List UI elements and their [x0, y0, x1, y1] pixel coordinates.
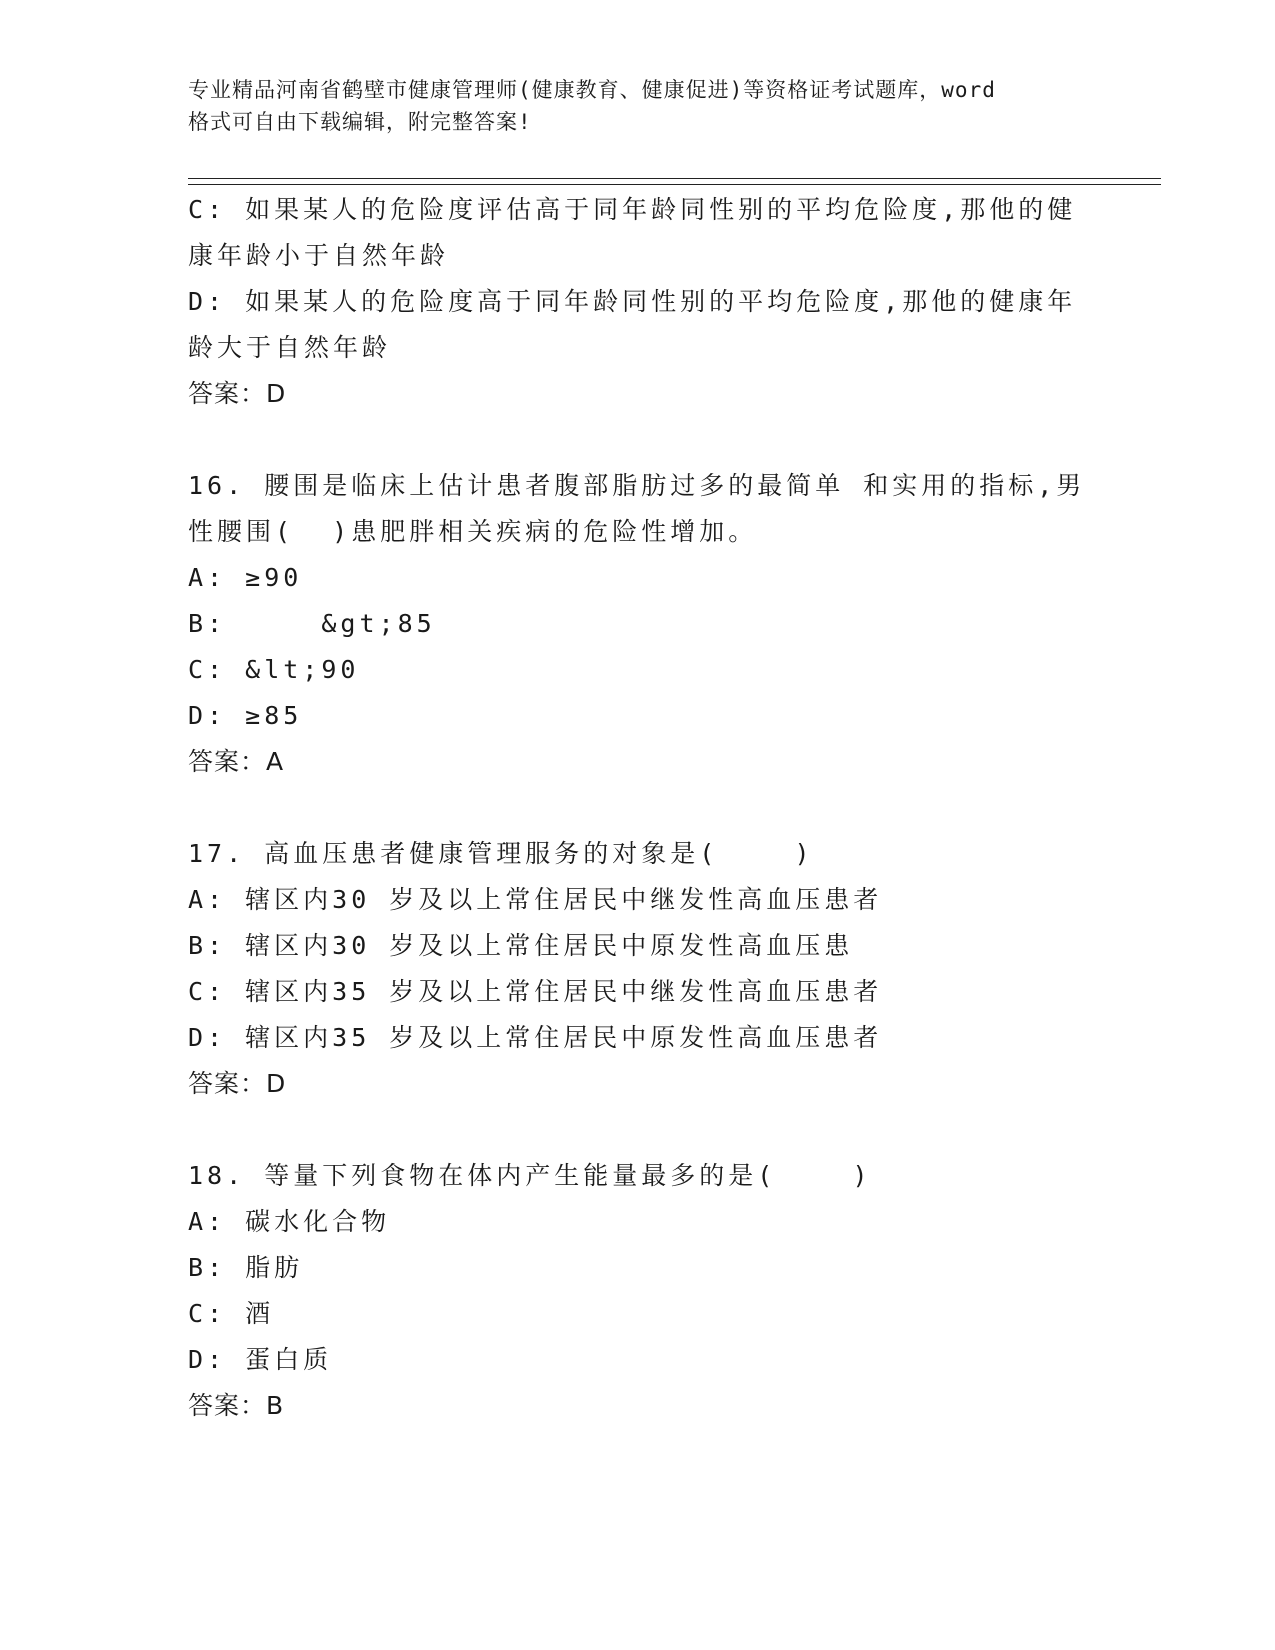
q15-option-d-line1: D: 如果某人的危险度高于同年龄同性别的平均危险度,那他的健康年 — [188, 287, 1077, 316]
header-divider-bottom — [188, 184, 1161, 185]
q15-answer: 答案：D — [188, 379, 287, 408]
q18-option-b: B: 脂肪 — [188, 1253, 304, 1282]
spacer — [188, 417, 1088, 463]
header-line-2: 格式可自由下载编辑，附完整答案! — [188, 110, 532, 134]
q15-option-c-line2: 康年龄小于自然年龄 — [188, 241, 450, 270]
q16-answer: 答案：A — [188, 747, 285, 776]
q18-answer: 答案：B — [188, 1391, 285, 1420]
q16-option-c: C: &lt;90 — [188, 655, 360, 684]
document-header — [188, 74, 1088, 138]
question-17 — [188, 831, 1088, 1107]
q17-option-b: B: 辖区内30 岁及以上常住居民中原发性高血压患 — [188, 931, 854, 960]
q16-option-a: A: ≥90 — [188, 563, 303, 592]
q17-answer: 答案：D — [188, 1069, 287, 1098]
q18-stem: 18. 等量下列食物在体内产生能量最多的是( ) — [188, 1161, 872, 1190]
spacer — [188, 1107, 1088, 1153]
q16-stem-line2: 性腰围( )患肥胖相关疾病的危险性增加。 — [188, 517, 758, 546]
question-16 — [188, 463, 1088, 785]
header-divider-top — [188, 178, 1161, 179]
q16-stem-line1: 16. 腰围是临床上估计患者腹部脂肪过多的最简单 和实用的指标,男 — [188, 471, 1086, 500]
q15-option-c-line1: C: 如果某人的危险度评估高于同年龄同性别的平均危险度,那他的健 — [188, 195, 1077, 224]
q16-option-b: B: &gt;85 — [188, 609, 436, 638]
question-18 — [188, 1153, 1088, 1429]
question-15 — [188, 187, 1088, 417]
q18-option-d: D: 蛋白质 — [188, 1345, 333, 1374]
question-content — [188, 187, 1088, 1429]
q17-option-d: D: 辖区内35 岁及以上常住居民中原发性高血压患者 — [188, 1023, 883, 1052]
q18-option-a: A: 碳水化合物 — [188, 1207, 391, 1236]
header-line-1: 专业精品河南省鹤壁市健康管理师(健康教育、健康促进)等资格证考试题库，word — [188, 78, 996, 102]
q16-option-d: D: ≥85 — [188, 701, 303, 730]
q17-option-c: C: 辖区内35 岁及以上常住居民中继发性高血压患者 — [188, 977, 883, 1006]
q15-option-d-line2: 龄大于自然年龄 — [188, 333, 392, 362]
q17-stem: 17. 高血压患者健康管理服务的对象是( ) — [188, 839, 814, 868]
q18-option-c: C: 酒 — [188, 1299, 275, 1328]
spacer — [188, 785, 1088, 831]
q17-option-a: A: 辖区内30 岁及以上常住居民中继发性高血压患者 — [188, 885, 883, 914]
